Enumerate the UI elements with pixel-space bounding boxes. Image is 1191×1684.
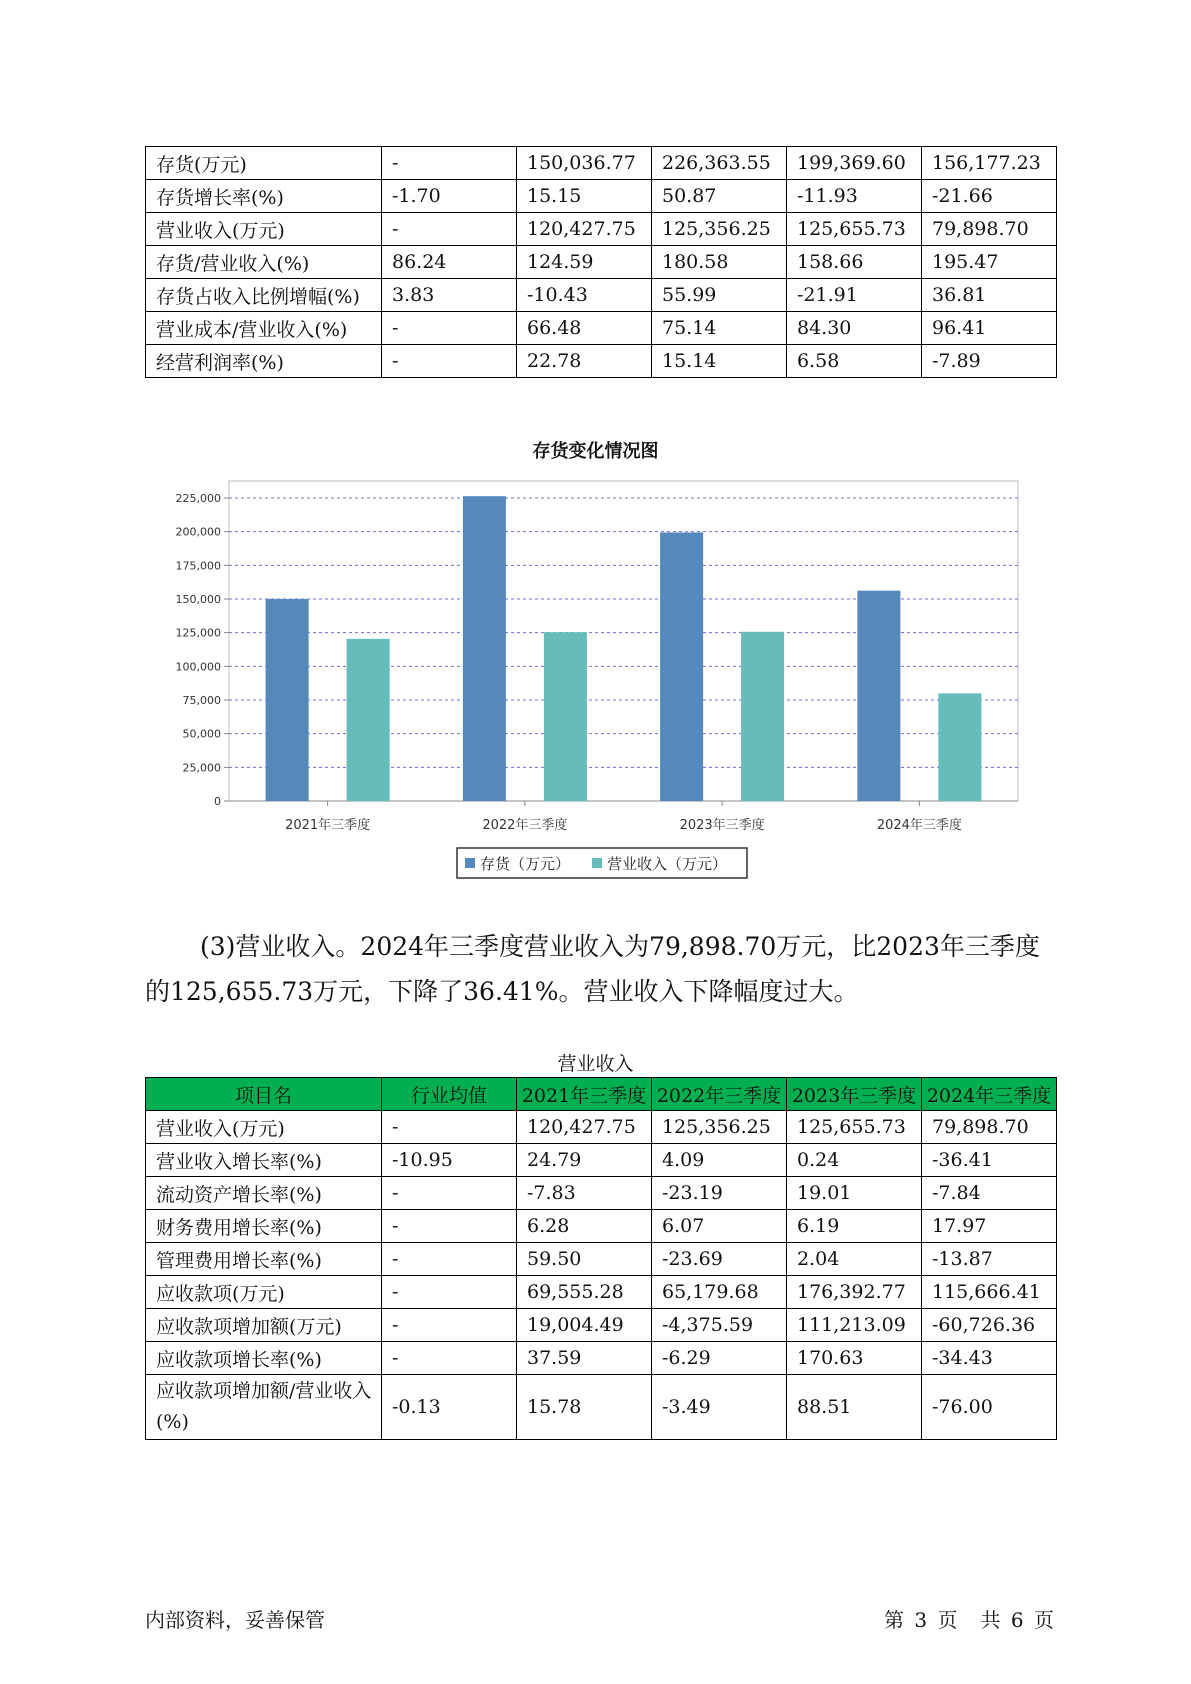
y-tick-label: 50,000 bbox=[182, 727, 221, 741]
value-cell: - bbox=[382, 1342, 517, 1375]
value-cell: 3.83 bbox=[382, 279, 517, 312]
table-header-row bbox=[146, 1078, 1057, 1111]
value-cell: 65,179.68 bbox=[652, 1276, 787, 1309]
row-label-cell: 存货增长率(%) bbox=[146, 180, 382, 213]
value-cell: - bbox=[382, 147, 517, 180]
value-cell: 88.51 bbox=[787, 1375, 922, 1440]
value-cell: 79,898.70 bbox=[922, 213, 1057, 246]
y-tick-label: 0 bbox=[214, 795, 221, 808]
bar-inventory bbox=[660, 533, 703, 801]
value-cell: 0.24 bbox=[787, 1144, 922, 1177]
y-tick-label: 100,000 bbox=[175, 660, 221, 674]
y-tick-label: 175,000 bbox=[175, 559, 221, 573]
value-cell: 75.14 bbox=[652, 312, 787, 345]
value-cell: 4.09 bbox=[652, 1144, 787, 1177]
legend-label: 存货（万元） bbox=[480, 855, 571, 873]
value-cell: 50.87 bbox=[652, 180, 787, 213]
legend-swatch bbox=[592, 858, 602, 868]
value-cell: 125,655.73 bbox=[787, 1111, 922, 1144]
value-cell: -11.93 bbox=[787, 180, 922, 213]
value-cell: -21.66 bbox=[922, 180, 1057, 213]
value-cell: 6.07 bbox=[652, 1210, 787, 1243]
value-cell: 180.58 bbox=[652, 246, 787, 279]
row-label-cell: 营业收入(万元) bbox=[146, 213, 382, 246]
row-label-cell: 应收款项增长率(%) bbox=[146, 1342, 382, 1375]
value-cell: -60,726.36 bbox=[922, 1309, 1057, 1342]
table-row bbox=[146, 1144, 1057, 1177]
column-header: 2024年三季度 bbox=[922, 1078, 1057, 1111]
value-cell: -0.13 bbox=[382, 1375, 517, 1440]
value-cell: 19,004.49 bbox=[517, 1309, 652, 1342]
total-label: 共 bbox=[980, 1608, 1001, 1632]
column-header: 2022年三季度 bbox=[652, 1078, 787, 1111]
value-cell: -7.83 bbox=[517, 1177, 652, 1210]
value-cell: -4,375.59 bbox=[652, 1309, 787, 1342]
value-cell: 55.99 bbox=[652, 279, 787, 312]
bar-revenue bbox=[741, 632, 784, 801]
value-cell: -1.70 bbox=[382, 180, 517, 213]
row-label-cell: 存货(万元) bbox=[146, 147, 382, 180]
bar-inventory bbox=[857, 591, 900, 801]
y-tick-label: 75,000 bbox=[182, 694, 221, 707]
value-cell: 22.78 bbox=[517, 345, 652, 378]
value-cell: -36.41 bbox=[922, 1144, 1057, 1177]
value-cell: 96.41 bbox=[922, 312, 1057, 345]
value-cell: -76.00 bbox=[922, 1375, 1057, 1440]
chart-title: 存货变化情况图 bbox=[532, 441, 659, 462]
value-cell: 111,213.09 bbox=[787, 1309, 922, 1342]
page-label-mid: 页 bbox=[937, 1608, 958, 1632]
value-cell: 115,666.41 bbox=[922, 1276, 1057, 1309]
value-cell: - bbox=[382, 1210, 517, 1243]
value-cell: -21.91 bbox=[787, 279, 922, 312]
page-label-post: 页 bbox=[1034, 1608, 1054, 1632]
value-cell: 19.01 bbox=[787, 1177, 922, 1210]
row-label-cell: 营业成本/营业收入(%) bbox=[146, 312, 382, 345]
table-row bbox=[146, 1375, 1057, 1440]
column-header: 2021年三季度 bbox=[517, 1078, 652, 1111]
value-cell: 6.19 bbox=[787, 1210, 922, 1243]
value-cell: 125,356.25 bbox=[652, 213, 787, 246]
value-cell: 36.81 bbox=[922, 279, 1057, 312]
table-row bbox=[146, 1243, 1057, 1276]
bar-revenue bbox=[347, 639, 390, 801]
y-tick-label: 200,000 bbox=[175, 525, 221, 539]
x-category-label: 2022年三季度 bbox=[482, 818, 568, 833]
y-tick-label: 150,000 bbox=[175, 593, 221, 606]
page-number: 3 bbox=[914, 1608, 928, 1632]
value-cell: - bbox=[382, 1177, 517, 1210]
x-category-label: 2023年三季度 bbox=[679, 818, 765, 833]
value-cell: 24.79 bbox=[517, 1144, 652, 1177]
column-header: 行业均值 bbox=[382, 1078, 517, 1111]
value-cell: 59.50 bbox=[517, 1243, 652, 1276]
value-cell: 79,898.70 bbox=[922, 1111, 1057, 1144]
legend-label: 营业收入（万元） bbox=[607, 855, 728, 873]
row-label-cell: 营业收入增长率(%) bbox=[146, 1144, 382, 1177]
table-row bbox=[146, 1111, 1057, 1144]
value-cell: - bbox=[382, 1276, 517, 1309]
bar-revenue bbox=[544, 632, 587, 801]
value-cell: - bbox=[382, 1243, 517, 1276]
total-pages: 6 bbox=[1010, 1608, 1024, 1632]
value-cell: 86.24 bbox=[382, 246, 517, 279]
value-cell: - bbox=[382, 312, 517, 345]
row-label-cell: 应收款项(万元) bbox=[146, 1276, 382, 1309]
value-cell: 170.63 bbox=[787, 1342, 922, 1375]
value-cell: 150,036.77 bbox=[517, 147, 652, 180]
legend-swatch bbox=[465, 858, 475, 868]
value-cell: 84.30 bbox=[787, 312, 922, 345]
value-cell: 17.97 bbox=[922, 1210, 1057, 1243]
value-cell: 125,655.73 bbox=[787, 213, 922, 246]
bar-inventory bbox=[266, 599, 309, 801]
value-cell: 6.58 bbox=[787, 345, 922, 378]
revenue-table bbox=[145, 1077, 1057, 1440]
row-label-cell: 营业收入(万元) bbox=[146, 1111, 382, 1144]
value-cell: 158.66 bbox=[787, 246, 922, 279]
table-row bbox=[146, 1210, 1057, 1243]
value-cell: 6.28 bbox=[517, 1210, 652, 1243]
footer-confidential: 内部资料，妥善保管 bbox=[145, 1608, 325, 1632]
value-cell: 226,363.55 bbox=[652, 147, 787, 180]
value-cell: -23.19 bbox=[652, 1177, 787, 1210]
value-cell: - bbox=[382, 1111, 517, 1144]
value-cell: 37.59 bbox=[517, 1342, 652, 1375]
value-cell: -10.95 bbox=[382, 1144, 517, 1177]
value-cell: -23.69 bbox=[652, 1243, 787, 1276]
value-cell: -6.29 bbox=[652, 1342, 787, 1375]
column-header: 2023年三季度 bbox=[787, 1078, 922, 1111]
row-label-cell: 流动资产增长率(%) bbox=[146, 1177, 382, 1210]
y-tick-label: 225,000 bbox=[175, 492, 221, 505]
row-label-cell: 存货占收入比例增幅(%) bbox=[146, 279, 382, 312]
row-label-cell: 管理费用增长率(%) bbox=[146, 1243, 382, 1276]
value-cell: 195.47 bbox=[922, 246, 1057, 279]
footer-page-info bbox=[882, 1604, 1056, 1633]
y-tick-label: 125,000 bbox=[175, 626, 221, 640]
value-cell: 199,369.60 bbox=[787, 147, 922, 180]
value-cell: 156,177.23 bbox=[922, 147, 1057, 180]
row-label-cell: 经营利润率(%) bbox=[146, 345, 382, 378]
x-category-label: 2024年三季度 bbox=[876, 818, 962, 833]
table-row bbox=[146, 1342, 1057, 1375]
value-cell: -34.43 bbox=[922, 1342, 1057, 1375]
value-cell: -10.43 bbox=[517, 279, 652, 312]
table-row bbox=[146, 1276, 1057, 1309]
value-cell: - bbox=[382, 1309, 517, 1342]
value-cell: 125,356.25 bbox=[652, 1111, 787, 1144]
value-cell: -13.87 bbox=[922, 1243, 1057, 1276]
value-cell: -7.89 bbox=[922, 345, 1057, 378]
row-label-cell: 财务费用增长率(%) bbox=[146, 1210, 382, 1243]
value-cell: 66.48 bbox=[517, 312, 652, 345]
table-row bbox=[146, 1309, 1057, 1342]
y-tick-label: 25,000 bbox=[182, 761, 221, 775]
revenue-table-caption: 营业收入 bbox=[557, 1053, 634, 1075]
revenue-paragraph: (3)营业收入。2024年三季度营业收入为79,898.70万元，比2023年三季度的125,655.73万元，下降了36.41%。营业收入下降幅度过大。 bbox=[145, 932, 1040, 1006]
bar-revenue bbox=[938, 693, 981, 801]
value-cell: 120,427.75 bbox=[517, 213, 652, 246]
page-label-pre: 第 bbox=[884, 1608, 905, 1632]
row-label-cell: 应收款项增加额(万元) bbox=[146, 1309, 382, 1342]
value-cell: - bbox=[382, 345, 517, 378]
x-category-label: 2021年三季度 bbox=[285, 818, 371, 833]
row-label-cell: 存货/营业收入(%) bbox=[146, 246, 382, 279]
column-header: 项目名 bbox=[146, 1078, 382, 1111]
value-cell: 15.78 bbox=[517, 1375, 652, 1440]
value-cell: - bbox=[382, 213, 517, 246]
value-cell: 15.15 bbox=[517, 180, 652, 213]
row-label-cell: 应收款项增加额/营业收入(%) bbox=[146, 1375, 382, 1440]
value-cell: 176,392.77 bbox=[787, 1276, 922, 1309]
value-cell: 124.59 bbox=[517, 246, 652, 279]
table-row bbox=[146, 1177, 1057, 1210]
value-cell: -3.49 bbox=[652, 1375, 787, 1440]
value-cell: 120,427.75 bbox=[517, 1111, 652, 1144]
value-cell: -7.84 bbox=[922, 1177, 1057, 1210]
value-cell: 2.04 bbox=[787, 1243, 922, 1276]
bar-inventory bbox=[463, 496, 506, 801]
value-cell: 69,555.28 bbox=[517, 1276, 652, 1309]
value-cell: 15.14 bbox=[652, 345, 787, 378]
